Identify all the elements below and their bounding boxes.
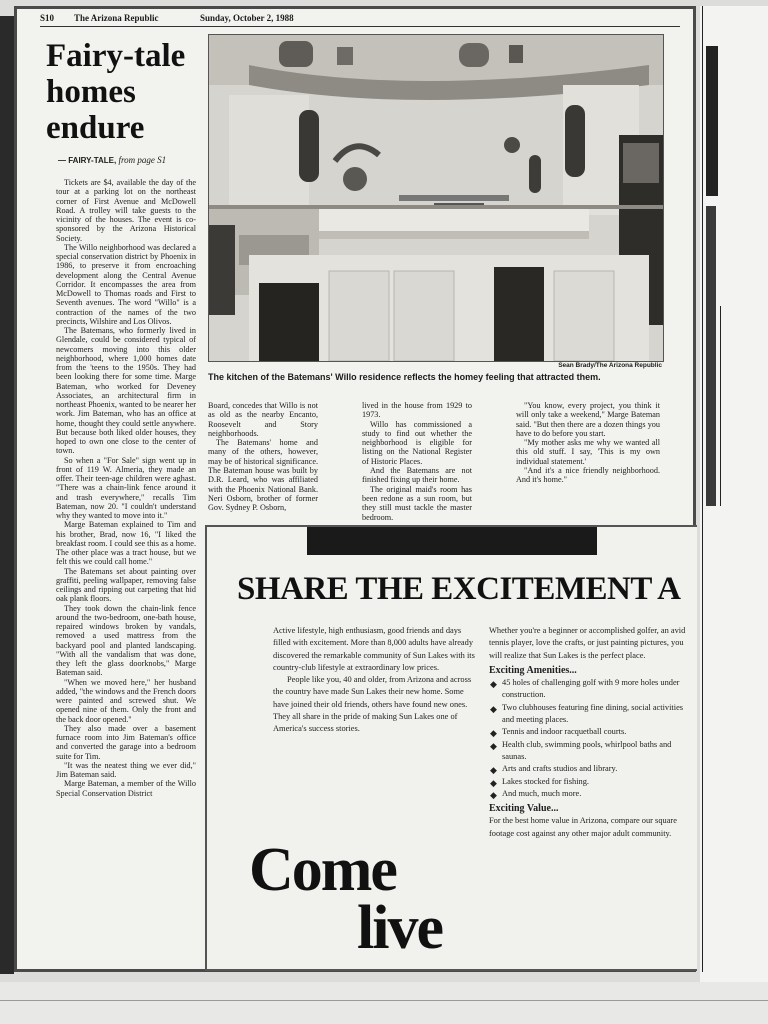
paragraph: They also made over a basement furnace room into Jim Bateman's office and converted the garage into a bedroom suite for Tim. [56, 723, 196, 761]
amenity-item: ◆ Tennis and indoor racquetball courts. [490, 727, 627, 739]
paragraph: Marge Bateman explained to Tim and his brother, Brad, now 16, "I liked the breakfast room. I could see this as a home. The other place was a tract house, but we felt this we could call home." [56, 520, 196, 567]
paragraph: The Batemans, who formerly lived in Glendale, could be considered typical of newcomers moving into this older neighborhood, where 1,000 homes date from the 'teens to the 1950s. They had been looking there for some time. Marge Bateman, who worked for Deveney Associates, an architectural firm in northeast Phoenix, wanted to be nearer her work. Jim Bateman, who has an office at home, thought they could settle anywhere. But because both liked older houses, they hoped to own one close to the center of town. [56, 326, 196, 456]
diamond-bullet-icon: ◆ [490, 789, 497, 800]
diamond-bullet-icon: ◆ [490, 777, 497, 788]
photo-credit: Sean Brady/The Arizona Republic [558, 362, 662, 369]
page-number: S10 [40, 13, 55, 23]
issue-date: Sunday, October 2, 1988 [200, 13, 294, 23]
paragraph: "My mother asks me why we wanted all this old stuff. I say, 'This is my own individual statement.' [516, 438, 660, 466]
ad-paragraph: Whether you're a beginner or accomplished golfer, an avid tennis player, love the crafts, or just painting pictures, you will realize that Sun Lakes is the perfect place. [489, 626, 686, 660]
kitchen-photo [208, 34, 664, 362]
ad-top-bar [307, 527, 597, 555]
ad-headline: SHARE THE EXCITEMENT A [237, 571, 681, 607]
paragraph: Board, concedes that Willo is not as old as the nearby Encanto, Roosevelt and Story neighborhoods. [208, 401, 318, 438]
jump-ref: from page S1 [116, 155, 167, 165]
diamond-bullet-icon: ◆ [490, 740, 497, 751]
article-column-1 [56, 178, 196, 798]
amenity-item: ◆ Arts and crafts studios and library. [490, 764, 618, 776]
amenity-item: ◆ Health club, swimming pools, whirlpool baths and saunas. [490, 739, 672, 761]
article-headline [46, 38, 206, 146]
paragraph: The Willo neighborhood was declared a special conservation district by Phoenix in 1986, to preserve it from encroaching development along the Central Avenue Corridor. It encompasses the area from McDowell to Thomas roads and First to Seventh avenues. The word "Willo" is a contraction of the names of the two precincts, Wilshire and Los Olivos. [56, 242, 196, 326]
headline-line-1: Fairy-tale [46, 38, 186, 74]
paragraph: Willo has commissioned a study to find out whether the neighborhood is eligible for listing on the National Register of Historic Places. [362, 419, 472, 466]
amenity-item: ◆ Two clubhouses featuring fine dining, social activities and meeting places. [490, 702, 684, 725]
jump-label: — FAIRY-TALE, [58, 156, 117, 165]
paragraph: Tickets are $4, available the day of the tour at a parking lot on the northeast corner of First Avenue and McDowell Road. A trolley will take guests to the vicinity of the houses. The event is co-sponsored by the Arizona Historical Society. [56, 178, 196, 243]
diamond-bullet-icon: ◆ [490, 728, 497, 739]
background-edge-line [0, 1000, 768, 1001]
article-column-2 [208, 401, 318, 513]
paragraph: They took down the chain-link fence around the two-bedroom, one-bath house, repaired windows broken by vandals, removed a used mattress from the backyard pool and planted landscaping. "With all the vandalism that was done, they left the glass doorknobs," Marge Bateman said. [56, 603, 196, 678]
headline-line-3: endure [46, 110, 145, 146]
amenity-item: ◆ Lakes stocked for fishing. [490, 776, 589, 788]
ad-left-column [273, 625, 477, 736]
adjacent-page-edge [700, 6, 768, 982]
diamond-bullet-icon: ◆ [490, 765, 497, 776]
paragraph: The Batemans' home and many of the others, however, may be of historical significance. The Bateman house was built by D.R. Leard, who was affiliated with the Phoenix National Bank. Neri Osborn, brother of former Gov. Sydney P. Osborn, [208, 438, 318, 513]
paragraph: And the Batemans are not finished fixing up their home. [362, 466, 472, 485]
paragraph: lived in the house from 1929 to 1973. [362, 401, 472, 420]
paragraph: So when a "For Sale" sign went up in front of 119 W. Almeria, they made an offer. Their teen-age children were aghast. "There was a chain-link fence around it and trash everywhere," recalls Tim Bateman, now 20. "I couldn't understand why they wanted to move into it." [56, 455, 196, 520]
paragraph: Marge Bateman, a member of the Willo Special Conservation District [56, 779, 196, 798]
ad-live-text-partial: live [357, 897, 442, 962]
paragraph: "When we moved here," her husband added, "the windows and the French doors were painted and screwed shut. We opened nine of them. Only the front and the back door opened." [56, 677, 196, 724]
article-column-3 [362, 401, 472, 522]
amenity-item: ◆ 45 holes of challenging golf with 9 more holes under construction. [490, 678, 680, 700]
headline-line-2: homes [46, 74, 136, 110]
amenities-title: Exciting Amenities... [489, 664, 577, 676]
diamond-bullet-icon: ◆ [490, 679, 497, 690]
diamond-bullet-icon: ◆ [490, 703, 497, 714]
jump-line [58, 155, 208, 165]
paragraph: "And it's a nice friendly neighborhood. And it's home." [516, 466, 660, 485]
sun-lakes-advertisement [205, 525, 697, 971]
amenities-list [489, 677, 695, 800]
paragraph: The original maid's room has been redone as a sun room, but they still must tackle the master bedroom. [362, 484, 472, 522]
paragraph: The Batemans set about painting over graffiti, peeling wallpaper, removing false ceilings and ripping out carpeting that hid oak plank floors. [56, 566, 196, 604]
ad-come-text: Come [249, 836, 396, 904]
left-shadow-bar [0, 16, 14, 974]
masthead [40, 12, 680, 28]
paper-name: The Arizona Republic [74, 13, 159, 23]
article-column-4 [516, 401, 660, 485]
paragraph: "You know, every project, you think it will only take a weekend," Marge Bateman said. "But then there are a dozen things you have to do before you start. [516, 401, 660, 438]
amenity-item: ◆ And much, much more. [490, 788, 582, 800]
value-text: For the best home value in Arizona, compare our square footage cost against any other major adult community. [489, 816, 677, 838]
ad-paragraph: People like you, 40 and older, from Arizona and across the country have made Sun Lakes their new home. Some have joined their old friends, others have found new ones. They all share in the pride of making Sun Lakes one of America's success stories. [273, 675, 472, 734]
ad-right-column [489, 625, 695, 840]
paragraph: "It was the neatest thing we ever did," Jim Bateman said. [56, 760, 196, 779]
photo-caption: The kitchen of the Batemans' Willo residence reflects the homey feeling that attracted them. [208, 372, 601, 382]
ad-paragraph: Active lifestyle, high enthusiasm, good friends and days filled with excitement. More than 8,000 adults have already discovered the remarkable community of Sun Lakes with its country-club lifestyle at extraordinary low prices. [273, 626, 475, 672]
background-bottom [0, 982, 768, 1024]
value-title: Exciting Value... [489, 803, 559, 815]
